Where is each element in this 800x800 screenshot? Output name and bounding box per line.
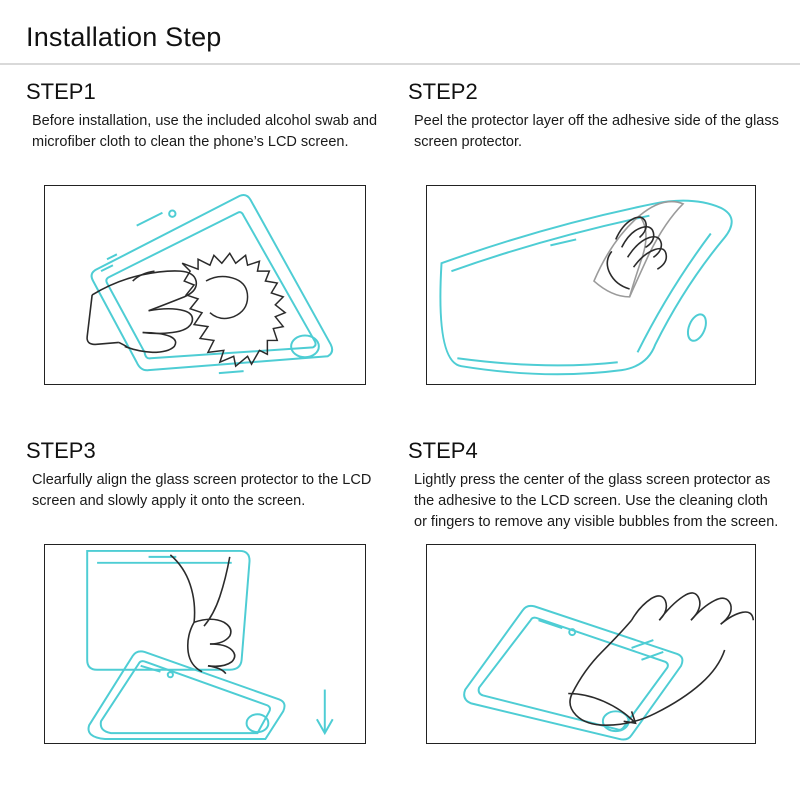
- step-4: [408, 438, 780, 795]
- steps-grid: [0, 65, 800, 795]
- page-title: Installation Step: [26, 22, 222, 52]
- step-3-description: Clearfully align the glass screen protector to the LCD screen and slowly apply it onto the screen.: [32, 472, 372, 510]
- step-4-title: STEP4: [408, 438, 478, 463]
- step-3: [26, 438, 398, 795]
- step-1-description: Before installation, use the included alcohol swab and microfiber cloth to clean the phone’s LCD screen.: [32, 113, 378, 151]
- step-1: [26, 79, 398, 436]
- step-3-title: STEP3: [26, 438, 96, 463]
- step-2-figure: [426, 185, 756, 385]
- page-header: [0, 0, 800, 63]
- step-2: [408, 79, 780, 436]
- step-1-figure: [44, 185, 366, 385]
- step-2-description: Peel the protector layer off the adhesive side of the glass screen protector.: [414, 113, 779, 151]
- step-1-title: STEP1: [26, 79, 96, 104]
- step-3-figure: [44, 544, 366, 744]
- step-2-title: STEP2: [408, 79, 478, 104]
- step-4-description: Lightly press the center of the glass screen protector as the adhesive to the LCD screen. Use the cleaning cloth or fingers to remove any visible bubbles from the screen.: [414, 472, 779, 531]
- step-4-figure: [426, 544, 756, 744]
